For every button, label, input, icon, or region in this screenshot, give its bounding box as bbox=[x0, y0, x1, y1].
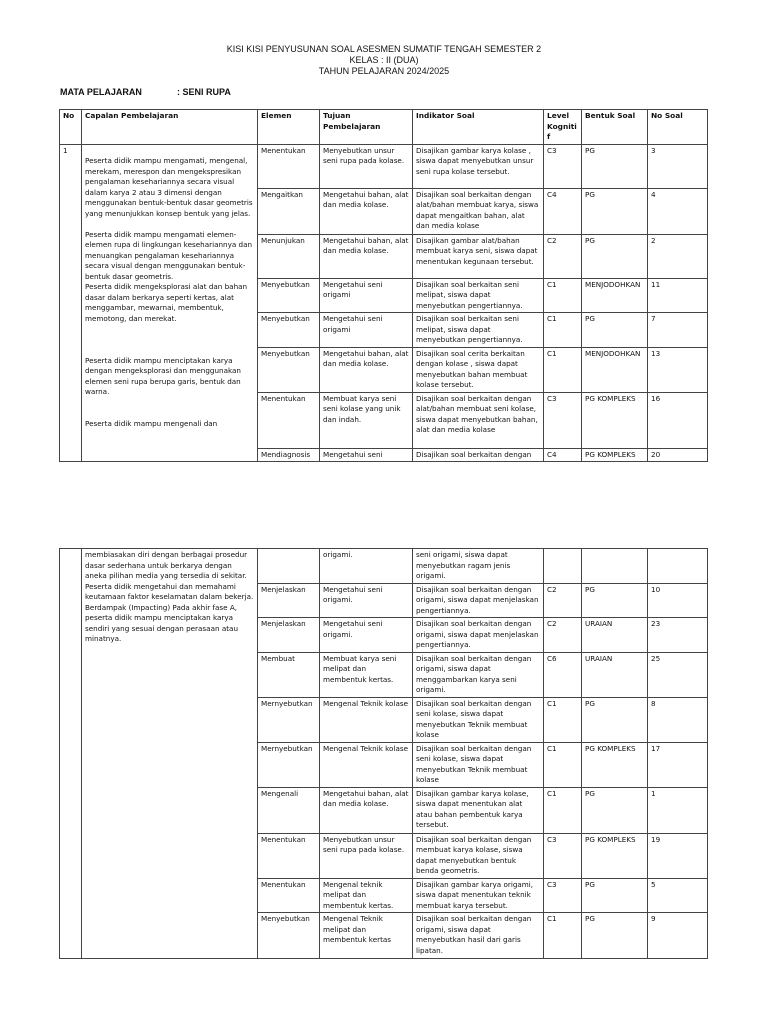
tujuan-cell: Mengenal Teknik melipat dan membentuk kertas bbox=[320, 913, 413, 959]
nosoal-cell: 7 bbox=[648, 313, 708, 348]
capaian-text: membiasakan diri dengan berbagai prosedur dasar sederhana untuk berkarya dengan aneka pilihan media yang tersedia di sekitar. Peserta didik mengetahui dan memahami keutamaan faktor keselamatan dalam bekerja. Berdampak (Impacting) Pada akhir fase A, peserta didik mampu menciptakan karya sendiri yang sesuai dengan perasaan atau minatnya. bbox=[82, 549, 258, 959]
tujuan-cell: Menyebutkan unsur seni rupa pada kolase. bbox=[320, 144, 413, 188]
indikator-cell: Disajikan soal berkaitan dengan seni kolase, siswa dapat menyebutkan Teknik membuat kolase bbox=[413, 742, 544, 787]
tujuan-cell: Menyebutkan unsur seni rupa pada kolase. bbox=[320, 833, 413, 878]
bentuk-cell bbox=[582, 549, 648, 584]
level-cell: C2 bbox=[544, 583, 582, 618]
elemen-cell: Mernyebutkan bbox=[258, 697, 320, 742]
level-cell: C1 bbox=[544, 787, 582, 833]
nosoal-cell: 20 bbox=[648, 448, 708, 462]
nosoal-cell: 13 bbox=[648, 347, 708, 392]
nosoal-cell bbox=[648, 549, 708, 584]
tujuan-cell: Mengetahui seni origami bbox=[320, 278, 413, 313]
nosoal-cell: 4 bbox=[648, 188, 708, 234]
bentuk-cell: URAIAN bbox=[582, 652, 648, 697]
nosoal-cell: 10 bbox=[648, 583, 708, 618]
nosoal-cell: 17 bbox=[648, 742, 708, 787]
table-header-row bbox=[60, 110, 708, 145]
tujuan-cell: Mengenal Teknik kolase bbox=[320, 742, 413, 787]
subject-value: : SENI RUPA bbox=[177, 87, 231, 97]
indikator-cell: Disajikan soal berkaitan dengan membuat karya kolase, siswa dapat menyebutkan bentuk benda geometris. bbox=[413, 833, 544, 878]
row-number bbox=[60, 549, 82, 959]
col-header: Capalan Pembelajaran bbox=[82, 110, 258, 145]
elemen-cell: Menyebutkan bbox=[258, 313, 320, 348]
level-cell: C1 bbox=[544, 347, 582, 392]
indikator-cell: Disajikan soal berkaitan dengan seni kolase, siswa dapat menyebutkan Teknik membuat kolase bbox=[413, 697, 544, 742]
bentuk-cell: PG bbox=[582, 144, 648, 188]
row-number: 1 bbox=[60, 144, 82, 462]
elemen-cell: Mendiagnosis bbox=[258, 448, 320, 462]
indikator-cell: Disajikan soal cerita berkaitan dengan kolase , siswa dapat menyebutkan bahan membuat kolase tersebut. bbox=[413, 347, 544, 392]
tujuan-cell: Mengetahui bahan, alat dan media kolase. bbox=[320, 347, 413, 392]
bentuk-cell: PG KOMPLEKS bbox=[582, 742, 648, 787]
capaian-text: Peserta didik mampu mengamati, mengenal, merekam, merespon dan mengekspresikan pengalaman kesehariannya secara visual dalam karya 2 atau 3 dimensi dengan menggunakan bentuk-bentuk dasar geometris yang menunjukkan konsep bentuk yang jelas. Peserta didik mampu mengamati elemen-elemen rupa di lingkungan kesehariannya dan menuangkan pengalaman kesehariannya secara visual dengan menggunakan bentuk-bentuk dasar geometris. Peserta didik mengeksplorasi alat dan bahan dasar dalam berkarya seperti kertas, alat menggambar, mewarnai, membentuk, memotong, dan merekat. Peserta didik mampu menciptakan karya dengan mengeksplorasi dan menggunakan elemen seni rupa berupa garis, bentuk dan warna. Peserta didik mampu mengenali dan bbox=[82, 144, 258, 462]
elemen-cell bbox=[258, 549, 320, 584]
level-cell: C3 bbox=[544, 878, 582, 913]
col-header: No Soal bbox=[648, 110, 708, 145]
tujuan-cell: Mengetahui seni origami. bbox=[320, 583, 413, 618]
indikator-cell: seni origami, siswa dapat menyebutkan ragam jenis origami. bbox=[413, 549, 544, 584]
subject-line bbox=[60, 87, 231, 97]
tujuan-cell: Mengetahui bahan, alat dan media kolase. bbox=[320, 188, 413, 234]
tujuan-cell: Mengetahui seni origami bbox=[320, 313, 413, 348]
bentuk-cell: PG bbox=[582, 234, 648, 278]
bentuk-cell: PG bbox=[582, 787, 648, 833]
bentuk-cell: URAIAN bbox=[582, 618, 648, 653]
elemen-cell: Menentukan bbox=[258, 392, 320, 448]
indikator-cell: Disajikan gambar karya origami, siswa dapat menentukan teknik membuat karya tersebut. bbox=[413, 878, 544, 913]
indikator-cell: Disajikan soal berkaitan seni melipat, siswa dapat menyebutkan pengertiannya. bbox=[413, 278, 544, 313]
level-cell: C1 bbox=[544, 697, 582, 742]
elemen-cell: Menyebutkan bbox=[258, 347, 320, 392]
tujuan-cell: Mengenal Teknik kolase bbox=[320, 697, 413, 742]
document-header bbox=[0, 44, 768, 77]
elemen-cell: Mengenali bbox=[258, 787, 320, 833]
grid-table-page1 bbox=[59, 109, 708, 462]
table-row bbox=[60, 549, 708, 584]
level-cell: C1 bbox=[544, 313, 582, 348]
level-cell: C2 bbox=[544, 618, 582, 653]
bentuk-cell: PG bbox=[582, 583, 648, 618]
level-cell: C4 bbox=[544, 448, 582, 462]
bentuk-cell: PG KOMPLEKS bbox=[582, 833, 648, 878]
elemen-cell: Menyebutkan bbox=[258, 913, 320, 959]
bentuk-cell: PG bbox=[582, 188, 648, 234]
level-cell: C6 bbox=[544, 652, 582, 697]
nosoal-cell: 1 bbox=[648, 787, 708, 833]
elemen-cell: Menentukan bbox=[258, 878, 320, 913]
bentuk-cell: PG bbox=[582, 878, 648, 913]
col-header: Level Kogniti f bbox=[544, 110, 582, 145]
indikator-cell: Disajikan soal berkaitan seni melipat, siswa dapat menyebutkan pengertiannya. bbox=[413, 313, 544, 348]
tujuan-cell: Membuat karya seni melipat dan membentuk kertas. bbox=[320, 652, 413, 697]
tujuan-cell: Mengetahui seni origami. bbox=[320, 618, 413, 653]
col-header: No bbox=[60, 110, 82, 145]
doc-title: KISI KISI PENYUSUNAN SOAL ASESMEN SUMATIF TENGAH SEMESTER 2 bbox=[226, 44, 542, 54]
elemen-cell: Menentukan bbox=[258, 144, 320, 188]
level-cell: C1 bbox=[544, 742, 582, 787]
elemen-cell: Menyebutkan bbox=[258, 278, 320, 313]
level-cell: C3 bbox=[544, 833, 582, 878]
year-label: TAHUN PELAJARAN 2024/2025 bbox=[318, 66, 450, 76]
level-cell: C1 bbox=[544, 278, 582, 313]
indikator-cell: Disajikan soal berkaitan dengan alat/bahan membuat karya, siswa dapat mengaitkan bahan, alat dan media kolase bbox=[413, 188, 544, 234]
level-cell bbox=[544, 549, 582, 584]
bentuk-cell: PG bbox=[582, 313, 648, 348]
elemen-cell: Mengaitkan bbox=[258, 188, 320, 234]
indikator-cell: Disajikan soal berkaitan dengan bbox=[413, 448, 544, 462]
col-header: Tujuan Pembelajaran bbox=[320, 110, 413, 145]
nosoal-cell: 19 bbox=[648, 833, 708, 878]
bentuk-cell: MENJODOHKAN bbox=[582, 278, 648, 313]
class-label: KELAS : II (DUA) bbox=[349, 55, 419, 65]
tujuan-cell: Mengetahui bahan, alat dan media kolase. bbox=[320, 234, 413, 278]
nosoal-cell: 23 bbox=[648, 618, 708, 653]
col-header: Indikator Soal bbox=[413, 110, 544, 145]
nosoal-cell: 16 bbox=[648, 392, 708, 448]
elemen-cell: Menjelaskan bbox=[258, 618, 320, 653]
table-row bbox=[60, 144, 708, 188]
nosoal-cell: 25 bbox=[648, 652, 708, 697]
bentuk-cell: PG KOMPLEKS bbox=[582, 448, 648, 462]
indikator-cell: Disajikan gambar alat/bahan membuat karya seni, siswa dapat menentukan kegunaan tersebut. bbox=[413, 234, 544, 278]
indikator-cell: Disajikan soal berkaitan dengan origami, siswa dapat menyebutkan hasil dari garis lipatan. bbox=[413, 913, 544, 959]
indikator-cell: Disajikan soal berkaitan dengan alat/bahan membuat seni kolase, siswa dapat menyebutkan bahan, alat dan media kolase bbox=[413, 392, 544, 448]
tujuan-cell: Mengetahui bahan, alat dan media kolase. bbox=[320, 787, 413, 833]
tujuan-cell: Mengetahui seni bbox=[320, 448, 413, 462]
bentuk-cell: PG bbox=[582, 697, 648, 742]
level-cell: C3 bbox=[544, 144, 582, 188]
tujuan-cell: Mengenal teknik melipat dan membentuk kertas. bbox=[320, 878, 413, 913]
bentuk-cell: PG KOMPLEKS bbox=[582, 392, 648, 448]
elemen-cell: Menentukan bbox=[258, 833, 320, 878]
elemen-cell: Mernyebutkan bbox=[258, 742, 320, 787]
bentuk-cell: MENJODOHKAN bbox=[582, 347, 648, 392]
nosoal-cell: 11 bbox=[648, 278, 708, 313]
bentuk-cell: PG bbox=[582, 913, 648, 959]
tujuan-cell: origami. bbox=[320, 549, 413, 584]
elemen-cell: Menjelaskan bbox=[258, 583, 320, 618]
level-cell: C3 bbox=[544, 392, 582, 448]
indikator-cell: Disajikan gambar karya kolase , siswa dapat menyebutkan unsur seni rupa kolase tersebut. bbox=[413, 144, 544, 188]
elemen-cell: Menunjukan bbox=[258, 234, 320, 278]
col-header: Bentuk Soal bbox=[582, 110, 648, 145]
indikator-cell: Disajikan soal berkaitan dengan origami, siswa dapat menjelaskan pengertiannya. bbox=[413, 618, 544, 653]
level-cell: C4 bbox=[544, 188, 582, 234]
nosoal-cell: 8 bbox=[648, 697, 708, 742]
indikator-cell: Disajikan soal berkaitan dengan origami, siswa dapat menjelaskan pengertiannya. bbox=[413, 583, 544, 618]
grid-table-page2 bbox=[59, 548, 708, 959]
indikator-cell: Disajikan soal berkaitan dengan origami, siswa dapat menggambarkan karya seni origami. bbox=[413, 652, 544, 697]
level-cell: C2 bbox=[544, 234, 582, 278]
indikator-cell: Disajikan gambar karya kolase, siswa dapat menentukan alat atau bahan pembentuk karya tersebut. bbox=[413, 787, 544, 833]
nosoal-cell: 3 bbox=[648, 144, 708, 188]
col-header: Elemen bbox=[258, 110, 320, 145]
nosoal-cell: 5 bbox=[648, 878, 708, 913]
elemen-cell: Membuat bbox=[258, 652, 320, 697]
subject-label: MATA PELAJARAN bbox=[60, 87, 142, 97]
level-cell: C1 bbox=[544, 913, 582, 959]
nosoal-cell: 9 bbox=[648, 913, 708, 959]
nosoal-cell: 2 bbox=[648, 234, 708, 278]
tujuan-cell: Membuat karya seni seni kolase yang unik dan indah. bbox=[320, 392, 413, 448]
